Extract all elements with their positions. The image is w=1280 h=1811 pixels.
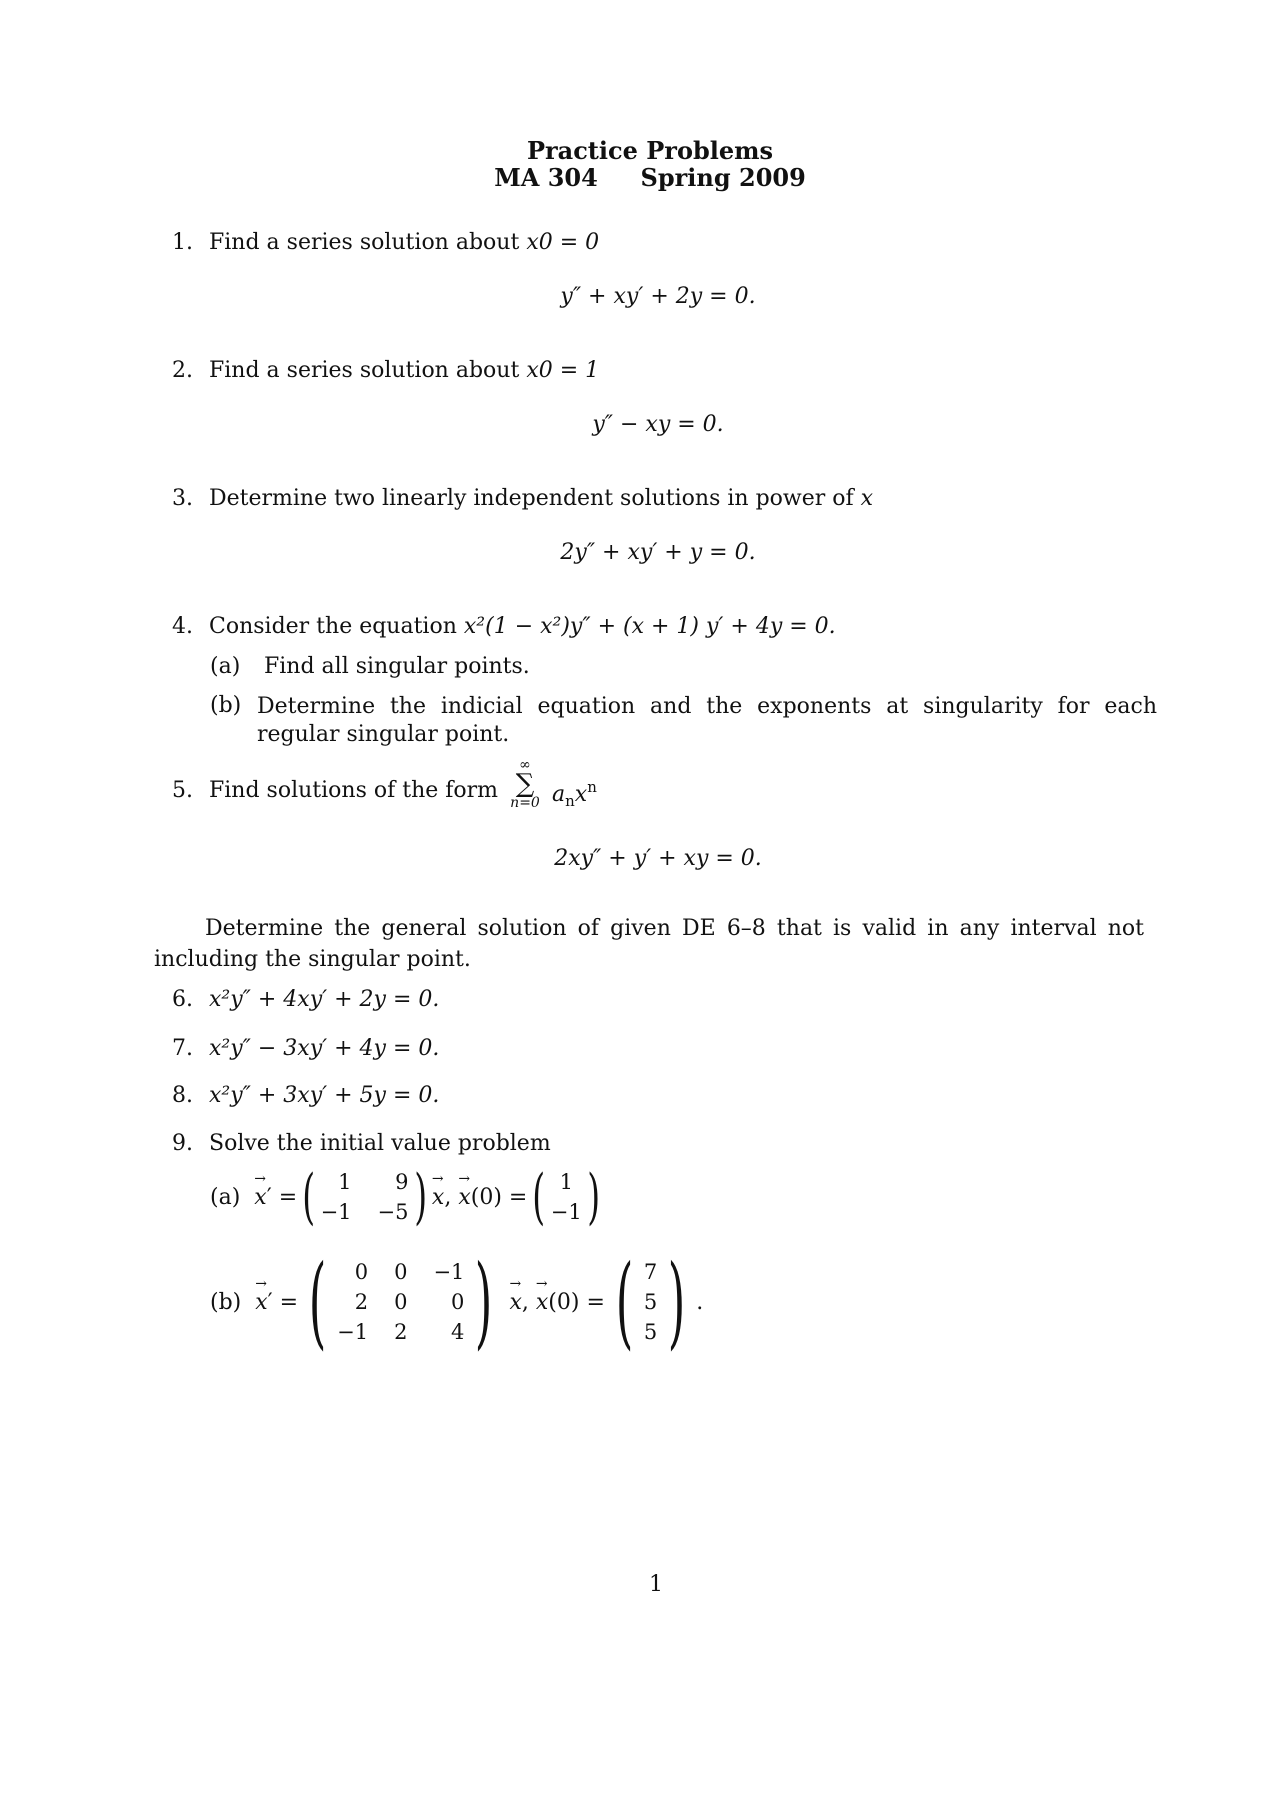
matrix-a: 1 9 −1 −5 [320,1170,409,1224]
problem-7: 7. x²y″ − 3xy′ + 4y = 0. [172,1036,440,1061]
course-term: Spring 2009 [640,163,806,192]
problem-4a-text: Find all singular points. [264,654,530,679]
problem-9: 9. Solve the initial value problem [172,1131,551,1156]
problem-8-equation: x²y″ + 3xy′ + 5y = 0. [209,1083,440,1108]
problem-2-condition: x0 = 1 [526,358,600,383]
initial-vector-a: 1 −1 [550,1170,582,1224]
problem-9b-label: (b) [210,1289,242,1315]
problem-4: 4. Consider the equation x²(1 − x²)y″ + (x + 1) y′ + 4y = 0. [172,614,836,639]
right-paren-icon: ) [667,1243,686,1360]
document-title: Practice Problems [526,136,774,165]
problem-2: 2. Find a series solution about x0 = 1 [172,358,600,383]
problem-3-text: Determine two linearly independent solutions in power of [209,486,854,511]
problem-5-text: Find solutions of the form [209,778,499,803]
right-paren-icon: ) [587,1162,600,1232]
problem-4b [210,693,1157,749]
problem-4a-label: (a) [210,654,241,679]
problem-2-equation: y″ − xy = 0. [592,412,724,437]
problem-5: 5. Find solutions of the form [172,778,499,803]
problem-6-equation: x²y″ + 4xy′ + 2y = 0. [209,987,440,1012]
problem-3-equation: 2y″ + xy′ + y = 0. [560,540,756,565]
matrix-b: 0 0 −1 2 0 0 −1 2 4 [337,1260,465,1344]
right-paren-icon: ) [475,1243,493,1360]
problem-4-text: Consider the equation [209,614,457,639]
sigma-icon: ∑ [515,769,535,799]
problem-9a: (a) → x′ = ( 1 9 −1 −5 ) → x, → x(0) = ( 1 −1 ) [210,1162,605,1232]
sum-upper: ∞ [519,757,531,773]
problem-4-equation: x²(1 − x²)y″ + (x + 1) y′ + 4y = 0. [463,614,836,639]
problem-1-text: Find a series solution about [209,230,520,255]
page-number: 1 [649,1572,663,1597]
problem-2-text: Find a series solution about [209,358,520,383]
left-paren-icon: ( [302,1162,316,1232]
problem-7-equation: x²y″ − 3xy′ + 4y = 0. [209,1036,440,1061]
left-paren-icon: ( [532,1162,546,1232]
summand: $a_nx^n$ [552,778,597,810]
problem-9b: (b) → x′ = ( 0 0 −1 2 0 0 −1 2 4 ) → x, → x(0) = ( 7 5 5 ) . [210,1252,703,1352]
problem-3: 3. Determine two linearly independent solutions in power of x [172,486,874,511]
summation [502,758,548,810]
intro-paragraph: Determine the general solution of given DE 6–8 that is valid in any interval not including the singular point. [154,916,1144,972]
problem-5-equation: 2xy″ + y′ + xy = 0. [554,846,762,871]
problem-9a-label: (a) [210,1184,241,1210]
problem-6: 6. x²y″ + 4xy′ + 2y = 0. [172,987,440,1012]
sum-lower: n=0 [510,795,540,811]
initial-vector-b: 7 5 5 [643,1260,658,1344]
left-paren-icon: ( [615,1243,634,1360]
problem-1-condition: x0 = 0 [526,230,600,255]
course-line [10,163,1280,192]
problem-4b-text: Determine the indicial equation and the exponents at singularity for each regular singular point. [257,694,1157,747]
problem-4a [210,654,530,679]
problem-1-equation: y″ + xy′ + 2y = 0. [560,284,756,309]
problem-1: 1. Find a series solution about x0 = 0 [172,230,600,255]
problem-3-variable: x [860,486,874,511]
left-paren-icon: ( [308,1243,327,1360]
course-code: MA 304 [494,163,598,192]
right-paren-icon: ) [413,1162,427,1232]
problem-9-text: Solve the initial value problem [209,1131,551,1156]
problem-8: 8. x²y″ + 3xy′ + 5y = 0. [172,1083,440,1108]
problem-4b-label: (b) [210,693,242,718]
